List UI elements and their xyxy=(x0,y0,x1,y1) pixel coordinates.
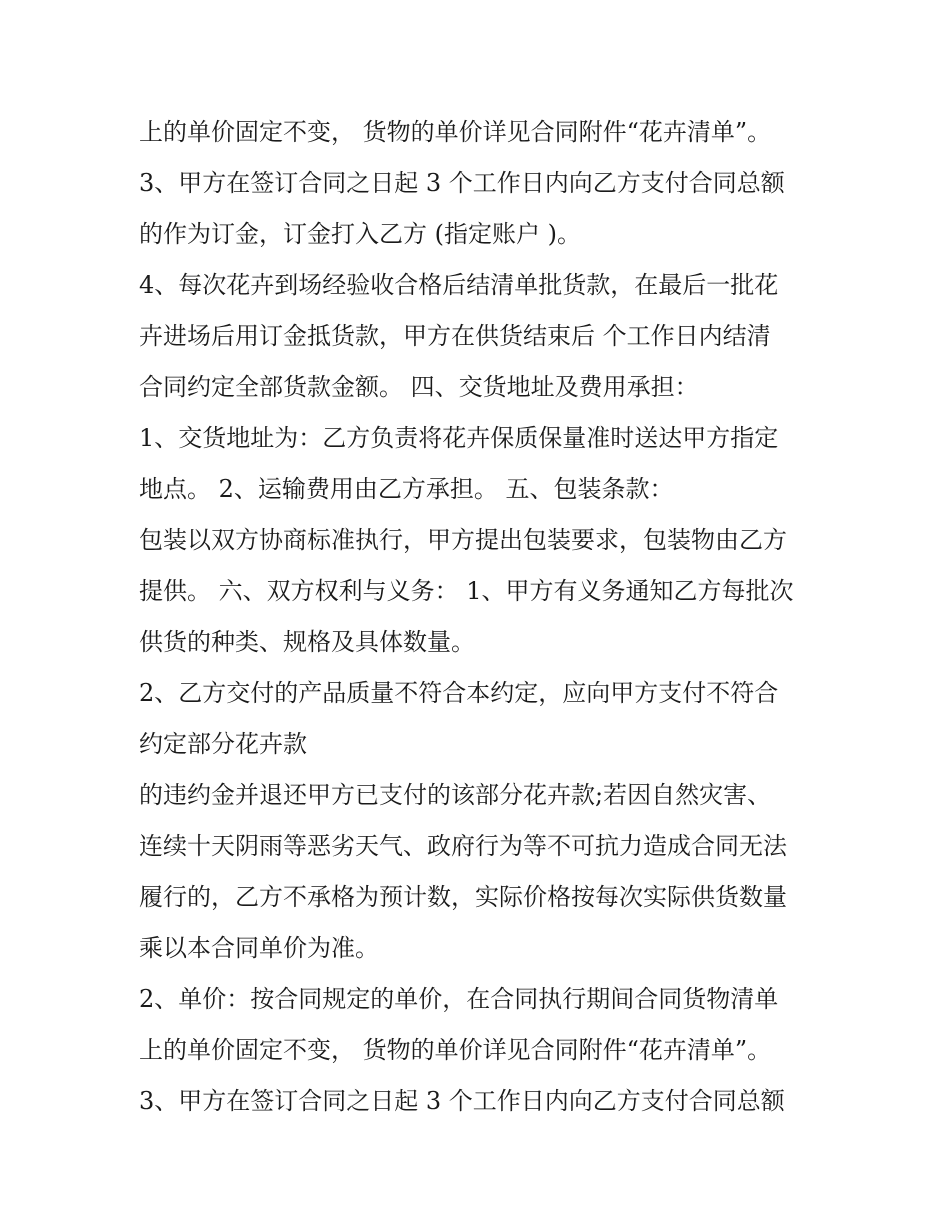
text-line: 的作为订金，订金打入乙方 (指定账户 )。 xyxy=(139,220,581,248)
text-line: 合同约定全部货款金额。 四、交货地址及费用承担： xyxy=(139,373,699,401)
text-line: 卉进场后用订金抵货款，甲方在供货结束后 个工作日内结清 xyxy=(139,322,771,350)
text-line: 乘以本合同单价为准。 xyxy=(139,934,379,962)
text-line: 履行的，乙方不承格为预计数，实际价格按每次实际供货数量 xyxy=(139,883,787,911)
text-line: 约定部分花卉款 xyxy=(139,730,307,758)
text-line: 地点。 2、运输费用由乙方承担。 五、包装条款： xyxy=(139,475,674,503)
document-body xyxy=(139,107,829,1127)
text-line: 连续十天阴雨等恶劣天气、政府行为等不可抗力造成合同无法 xyxy=(139,832,787,860)
text-line: 包装以双方协商标准执行，甲方提出包装要求，包装物由乙方 xyxy=(139,526,787,554)
text-line: 3、甲方在签订合同之日起 3 个工作日内向乙方支付合同总额 xyxy=(139,169,785,197)
text-line: 1、交货地址为：乙方负责将花卉保质保量准时送达甲方指定 xyxy=(139,424,779,452)
text-line: 2、乙方交付的产品质量不符合本约定，应向甲方支付不符合 xyxy=(139,679,779,707)
text-line: 供货的种类、规格及具体数量。 xyxy=(139,628,475,656)
text-line: 上的单价固定不变， 货物的单价详见合同附件“花卉清单”。 xyxy=(139,118,772,146)
text-line: 上的单价固定不变， 货物的单价详见合同附件“花卉清单”。 xyxy=(139,1036,772,1064)
text-line: 4、每次花卉到场经验收合格后结清单批货款，在最后一批花 xyxy=(139,271,779,299)
text-line: 2、单价：按合同规定的单价，在合同执行期间合同货物清单 xyxy=(139,985,779,1013)
text-line: 3、甲方在签订合同之日起 3 个工作日内向乙方支付合同总额 xyxy=(139,1087,785,1115)
text-line: 提供。 六、双方权利与义务： 1、甲方有义务通知乙方每批次 xyxy=(139,577,794,605)
text-line: 的违约金并退还甲方已支付的该部分花卉款;若因自然灾害、 xyxy=(139,781,772,809)
